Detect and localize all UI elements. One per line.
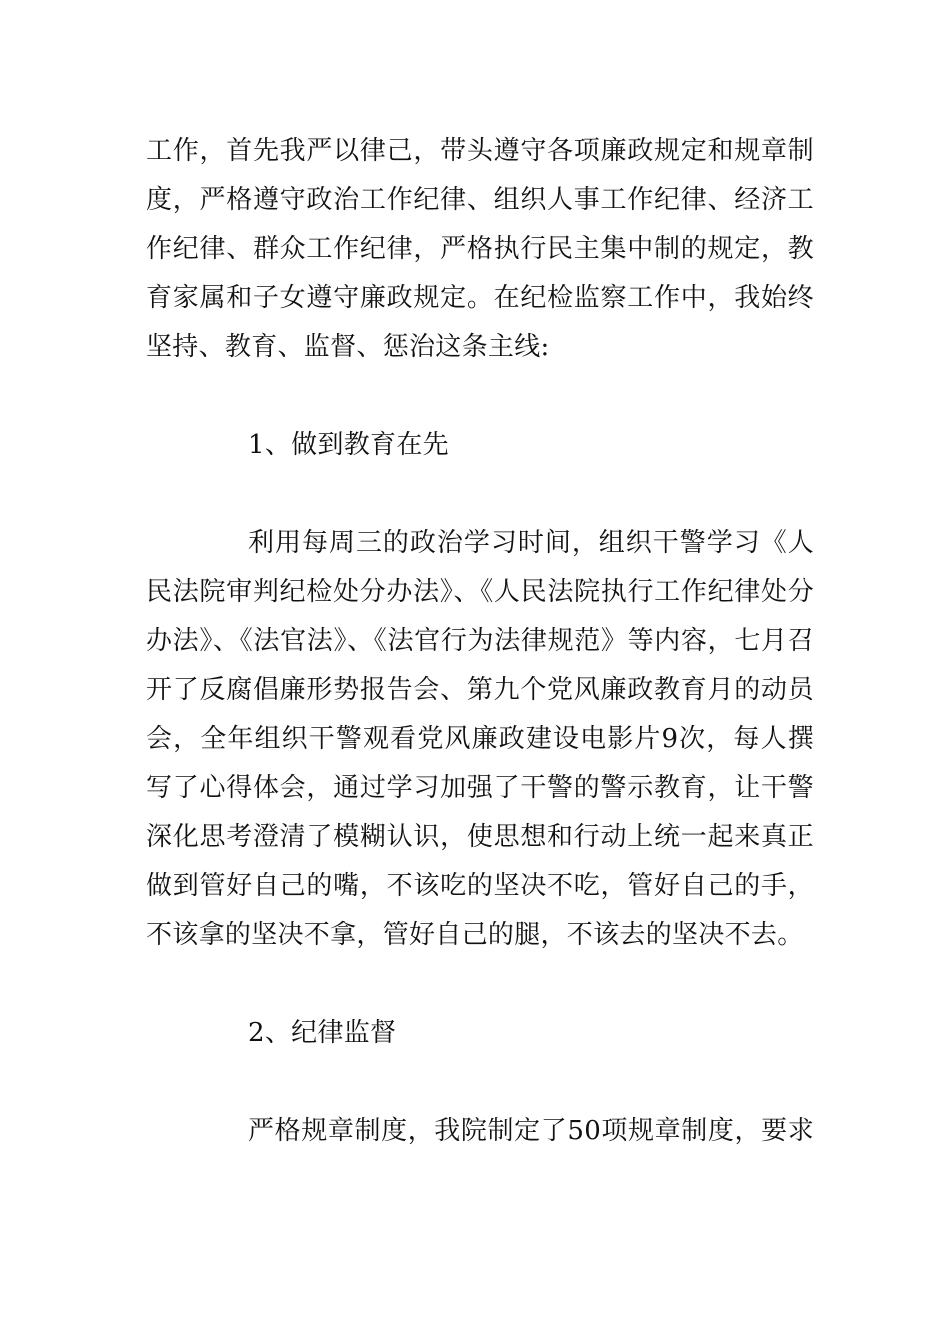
- paragraph-education: 利用每周三的政治学习时间，组织干警学习《人民法院审判纪检处分办法》、《人民法院执行工作纪律处分办法》、《法官法》、《法官行为法律规范》等内容，七月召开了反腐倡廉形势报告会、第九个党风廉政教育月的动员会，全年组织干警观看党风廉政建设电影片9次，每人撰写了心得体会，通过学习加强了干警的警示教育，让干警深化思考澄清了模糊认识，使思想和行动上统一起来真正做到管好自己的嘴，不该吃的坚决不吃，管好自己的手，不该拿的坚决不拿，管好自己的腿，不该去的坚决不去。: [146, 528, 814, 950]
- paragraph-continuation: 工作，首先我严以律己，带头遵守各项廉政规定和规章制度，严格遵守政治工作纪律、组织人事工作纪律、经济工作纪律、群众工作纪律，严格执行民主集中制的规定，教育家属和子女遵守廉政规定。在纪检监察工作中，我始终坚持、教育、监督、惩治这条主线:: [146, 136, 814, 362]
- section-heading-discipline: 2、纪律监督: [248, 1018, 397, 1048]
- section-heading-education: 1、做到教育在先: [248, 430, 449, 460]
- paragraph-discipline: 严格规章制度，我院制定了50项规章制度，要求: [248, 1116, 814, 1146]
- document-body: [146, 127, 814, 1156]
